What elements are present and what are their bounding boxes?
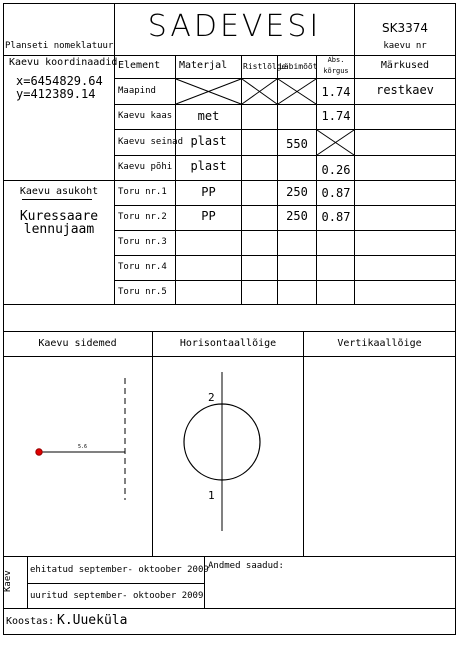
location-line1: Kuressaare — [19, 209, 99, 224]
row-material: plast — [190, 134, 227, 148]
header-labimoot: Läbimõõt — [279, 62, 318, 71]
section-horisontaal: Horisontaallõige — [179, 338, 277, 349]
pipe-1-label: 1 — [208, 489, 215, 502]
koostas-label: Koostas: — [6, 616, 55, 627]
kaev-label: Kaev — [3, 570, 13, 592]
uuritud-text: uuritud september- oktoober 2009 — [30, 591, 204, 601]
header-element: Element — [118, 60, 161, 71]
nomenclature-label: Planseti nomeklatuur — [5, 41, 114, 51]
tie-distance-label: 5.6 — [78, 444, 88, 450]
row-korgus: 0.26 — [321, 163, 351, 177]
row-labimoot: 250 — [286, 209, 308, 223]
row-element: Toru nr.2 — [118, 212, 167, 222]
row-labimoot: 550 — [286, 137, 308, 151]
row-element: Maapind — [118, 86, 156, 96]
row-element: Toru nr.1 — [118, 187, 167, 197]
andmed-label: Andmed saadud: — [208, 561, 284, 571]
row-element: Toru nr.5 — [118, 287, 167, 297]
location-line2: lennujaam — [23, 222, 95, 237]
section-vertikaal: Vertikaallõige — [337, 338, 422, 349]
well-code-caption: kaevu nr — [383, 41, 427, 51]
header-markused: Märkused — [380, 60, 430, 71]
well-code: SK3374 — [381, 21, 429, 35]
header-material: Materjal — [179, 60, 228, 71]
coord-y: y=412389.14 — [16, 87, 96, 101]
header-abs: Abs. — [327, 56, 345, 64]
coord-x: x=6454829.64 — [16, 74, 103, 88]
row-markused: restkaev — [376, 83, 434, 97]
row-korgus: 0.87 — [321, 186, 351, 200]
pipe-2-label: 2 — [208, 391, 215, 404]
koostaja-name: K.Uuekülа — [57, 613, 128, 628]
row-material: met — [197, 109, 220, 123]
header-korgus: kõrgus — [323, 67, 349, 75]
ehitatud-text: ehitatud september- oktoober 2009 — [30, 565, 209, 575]
form-title: SADEVESI — [147, 9, 322, 44]
row-material: plast — [190, 159, 227, 173]
section-sidemed: Kaevu sidemed — [38, 338, 117, 349]
location-label: Kaevu asukoht — [19, 186, 99, 197]
header-ristlolge: Ristlõlge — [243, 62, 287, 71]
row-element: Toru nr.4 — [118, 262, 167, 272]
row-material: PP — [201, 209, 216, 223]
row-element: Kaevu kaas — [118, 111, 173, 121]
row-korgus: 1.74 — [321, 109, 351, 123]
coords-label: Kaevu koordinaadid — [9, 57, 118, 68]
row-material: PP — [201, 185, 216, 199]
row-element: Kaevu seinad — [118, 137, 184, 147]
row-element: Kaevu põhi — [118, 162, 173, 172]
row-korgus: 1.74 — [321, 85, 351, 99]
row-korgus: 0.87 — [321, 210, 351, 224]
row-element: Toru nr.3 — [118, 237, 167, 247]
row-labimoot: 250 — [286, 185, 308, 199]
